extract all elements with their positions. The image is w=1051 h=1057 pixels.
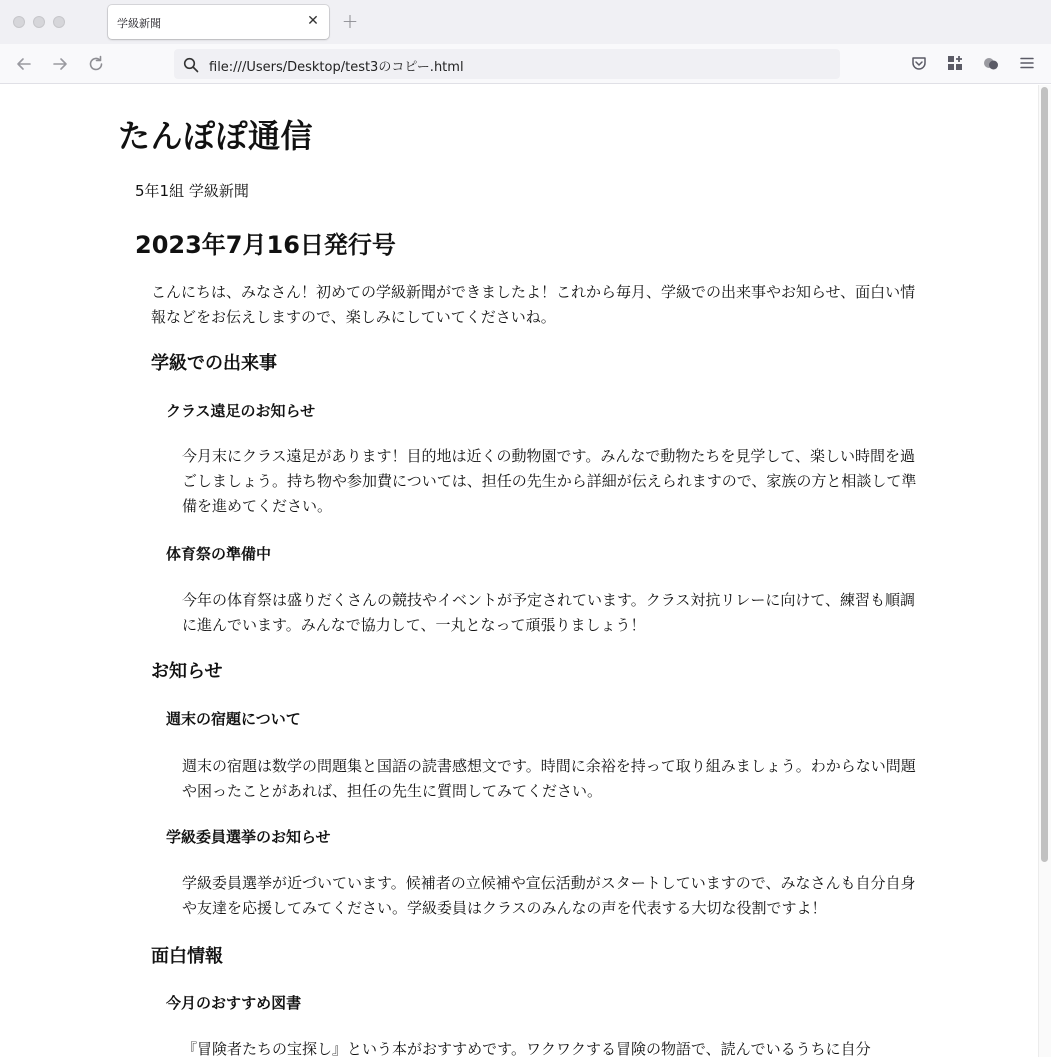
account-button[interactable] bbox=[982, 54, 1000, 72]
tab-strip bbox=[0, 0, 1051, 44]
tab-title: 学級新聞 bbox=[117, 17, 161, 30]
section-heading-notices: お知らせ bbox=[151, 661, 223, 682]
minimize-window-button[interactable] bbox=[33, 16, 45, 28]
section-heading-fun-info: 面白情報 bbox=[151, 946, 223, 967]
close-window-button[interactable] bbox=[13, 16, 25, 28]
back-button[interactable] bbox=[14, 54, 34, 74]
reload-button[interactable] bbox=[86, 54, 106, 74]
article-body-sports-day: 今年の体育祭は盛りだくさんの競技やイベントが予定されています。クラス対抗リレーに向けて、練習も順調に進んでいます。みんなで協力して、一丸となって頑張りましょう！ bbox=[182, 591, 916, 634]
account-icon bbox=[982, 54, 1000, 72]
section-heading-events: 学級での出来事 bbox=[151, 353, 277, 374]
article-body-field-trip: 今月末にクラス遠足があります！目的地は近くの動物園です。みんなで動物たちを見学して、楽しい時間を過ごしましょう。持ち物や参加費については、担任の先生から詳細が伝えられますので、家族の方と相談して準備を進めてください。 bbox=[182, 447, 917, 515]
article-body-class-election: 学級委員選挙が近づいています。候補者の立候補や宣伝活動がスタートしていますので、みなさんも自分自身や友達を応援してみてください。学級委員はクラスのみんなの声を代表する大切な役割ですよ！ bbox=[182, 874, 916, 917]
pocket-button[interactable] bbox=[910, 54, 928, 72]
article-heading-homework: 週末の宿題について bbox=[166, 710, 301, 728]
extensions-icon bbox=[946, 54, 964, 72]
tab-active[interactable] bbox=[108, 5, 329, 39]
article-body-homework: 週末の宿題は数学の問題集と国語の読書感想文です。時間に余裕を持って取り組みましょう。わからない問題や困ったことがあれば、担任の先生に質問してみてください。 bbox=[182, 757, 916, 800]
extensions-button[interactable] bbox=[946, 54, 964, 72]
forward-button[interactable] bbox=[50, 54, 70, 74]
url-bar[interactable] bbox=[174, 49, 840, 79]
page-content bbox=[0, 85, 1038, 1057]
back-arrow-icon bbox=[14, 54, 34, 74]
newsletter-subtitle: 5年1組 学級新聞 bbox=[135, 182, 249, 200]
search-icon bbox=[183, 57, 199, 73]
forward-arrow-icon bbox=[50, 54, 70, 74]
intro-paragraph: こんにちは、みなさん！初めての学級新聞ができましたよ！これから毎月、学級での出来事やお知らせ、面白い情報などをお伝えしますので、楽しみにしていてくださいね。 bbox=[151, 283, 916, 326]
issue-date-heading: 2023年7月16日発行号 bbox=[135, 231, 396, 259]
article-body-book-pick: 『冒険者たちの宝探し』という本がおすすめです。ワクワクする冒険の物語で、読んでいるうちに自分 bbox=[182, 1040, 871, 1057]
article-heading-field-trip: クラス遠足のお知らせ bbox=[166, 402, 316, 420]
pocket-icon bbox=[910, 54, 928, 72]
tab-close-icon[interactable]: ✕ bbox=[307, 13, 319, 29]
vertical-scrollbar[interactable] bbox=[1038, 85, 1051, 1057]
menu-button[interactable] bbox=[1018, 54, 1036, 72]
article-heading-class-election: 学級委員選挙のお知らせ bbox=[166, 828, 331, 846]
scrollbar-thumb[interactable] bbox=[1041, 87, 1048, 862]
article-heading-book-pick: 今月のおすすめ図書 bbox=[166, 994, 302, 1012]
newsletter-title: たんぽぽ通信 bbox=[118, 117, 314, 155]
url-text[interactable]: file:///Users/Desktop/test3のコピー.html bbox=[209, 60, 464, 75]
navigation-bar bbox=[0, 44, 1051, 84]
hamburger-menu-icon bbox=[1018, 54, 1036, 72]
new-tab-button[interactable]: + bbox=[341, 9, 359, 33]
reload-icon bbox=[86, 54, 106, 74]
article-heading-sports-day: 体育祭の準備中 bbox=[166, 545, 272, 563]
zoom-window-button[interactable] bbox=[53, 16, 65, 28]
